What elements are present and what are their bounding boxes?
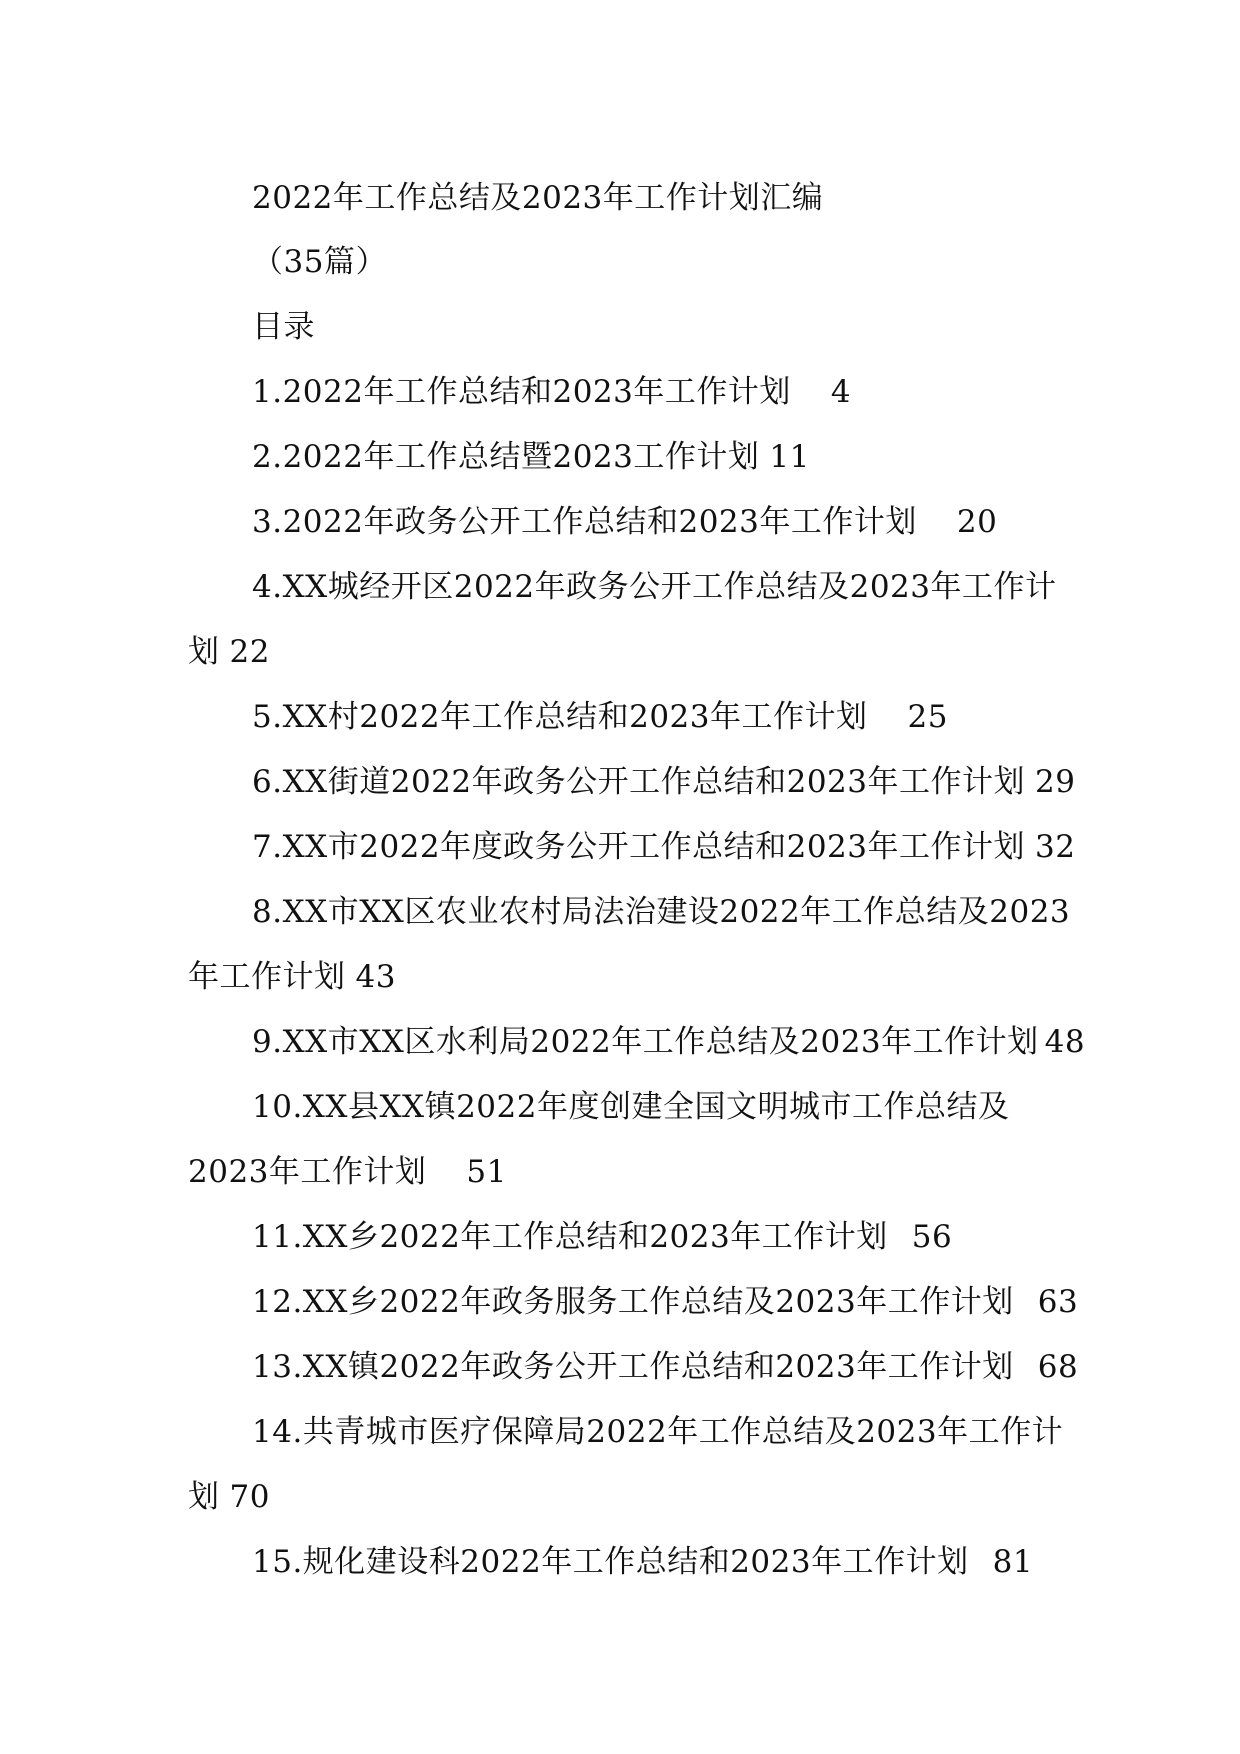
toc-entry-page: 51 [466, 1154, 507, 1190]
toc-entry-text-cont: 2023年工作计划 [188, 1154, 427, 1190]
toc-entry-text: 5.XX村2022年工作总结和2023年工作计划 [252, 699, 868, 735]
toc-entry[interactable] [252, 1347, 1078, 1387]
toc-heading: 目录 [252, 309, 315, 345]
toc-entry-text: 8.XX市XX区农业农村局法治建设2022年工作总结及2023 [252, 894, 1071, 930]
toc-entry-text: 1.2022年工作总结和2023年工作计划 [252, 374, 791, 410]
toc-entry-text: 14.共青城市医疗保障局2022年工作总结及2023年工作计 [252, 1414, 1064, 1450]
toc-entry-continuation[interactable] [188, 1152, 507, 1192]
toc-entry-page: 22 [229, 634, 270, 670]
toc-entry-page: 29 [1035, 764, 1076, 800]
document-title: 2022年工作总结及2023年工作计划汇编 [252, 180, 824, 216]
toc-entry[interactable] [252, 697, 948, 737]
toc-entry-text: 10.XX县XX镇2022年度创建全国文明城市工作总结及 [252, 1089, 1010, 1125]
article-count: （35篇） [252, 244, 387, 280]
toc-entry-text: 15.规化建设科2022年工作总结和2023年工作计划 [252, 1544, 969, 1580]
toc-entry-text: 13.XX镇2022年政务公开工作总结和2023年工作计划 [252, 1349, 1014, 1385]
toc-entry-page: 43 [355, 959, 396, 995]
toc-entry-text: 12.XX乡2022年政务服务工作总结及2023年工作计划 [252, 1284, 1014, 1320]
toc-entry[interactable] [252, 1542, 1033, 1582]
toc-entry-continuation[interactable] [188, 957, 396, 997]
toc-entry[interactable] [252, 1282, 1078, 1322]
toc-entry-page: 20 [956, 504, 998, 540]
toc-entry[interactable] [252, 1087, 1009, 1127]
toc-entry-text-cont: 划 [188, 634, 220, 670]
toc-entry-continuation[interactable] [188, 632, 270, 672]
toc-entry[interactable] [252, 567, 1057, 607]
toc-entry[interactable] [252, 762, 1075, 802]
toc-entry-text-cont: 年工作计划 [188, 959, 346, 995]
toc-entry[interactable] [252, 1022, 1085, 1062]
toc-entry[interactable] [252, 437, 810, 477]
toc-entry-page: 4 [830, 374, 852, 410]
toc-entry[interactable] [252, 827, 1075, 867]
toc-entry[interactable] [252, 892, 1070, 932]
toc-entry-text: 2.2022年工作总结暨2023工作计划 [252, 439, 760, 475]
toc-entry-text: 9.XX市XX区水利局2022年工作总结及2023年工作计划 [252, 1024, 1039, 1060]
toc-entry-text: 4.XX城经开区2022年政务公开工作总结及2023年工作计 [252, 569, 1057, 605]
toc-entry[interactable] [252, 502, 997, 542]
toc-entry-text: 7.XX市2022年度政务公开工作总结和2023年工作计划 [252, 829, 1025, 865]
toc-entry-page: 25 [907, 699, 948, 735]
toc-entry[interactable] [252, 1217, 952, 1257]
toc-entry-text: 6.XX街道2022年政务公开工作总结和2023年工作计划 [252, 764, 1025, 800]
toc-entry-page: 70 [229, 1479, 270, 1515]
toc-entry-page: 63 [1037, 1284, 1079, 1320]
toc-entry-continuation[interactable] [188, 1477, 270, 1517]
toc-entry-page: 48 [1044, 1024, 1086, 1060]
toc-entry-text: 3.2022年政务公开工作总结和2023年工作计划 [252, 504, 917, 540]
toc-entry-page: 32 [1035, 829, 1076, 865]
toc-entry[interactable] [252, 1412, 1063, 1452]
toc-entry-page: 68 [1037, 1349, 1079, 1385]
toc-entry-page: 11 [769, 439, 810, 475]
toc-entry-page: 56 [911, 1219, 953, 1255]
toc-entry-page: 81 [992, 1544, 1034, 1580]
toc-entry-text-cont: 划 [188, 1479, 220, 1515]
toc-entry-text: 11.XX乡2022年工作总结和2023年工作计划 [252, 1219, 888, 1255]
toc-entry[interactable] [252, 372, 851, 412]
